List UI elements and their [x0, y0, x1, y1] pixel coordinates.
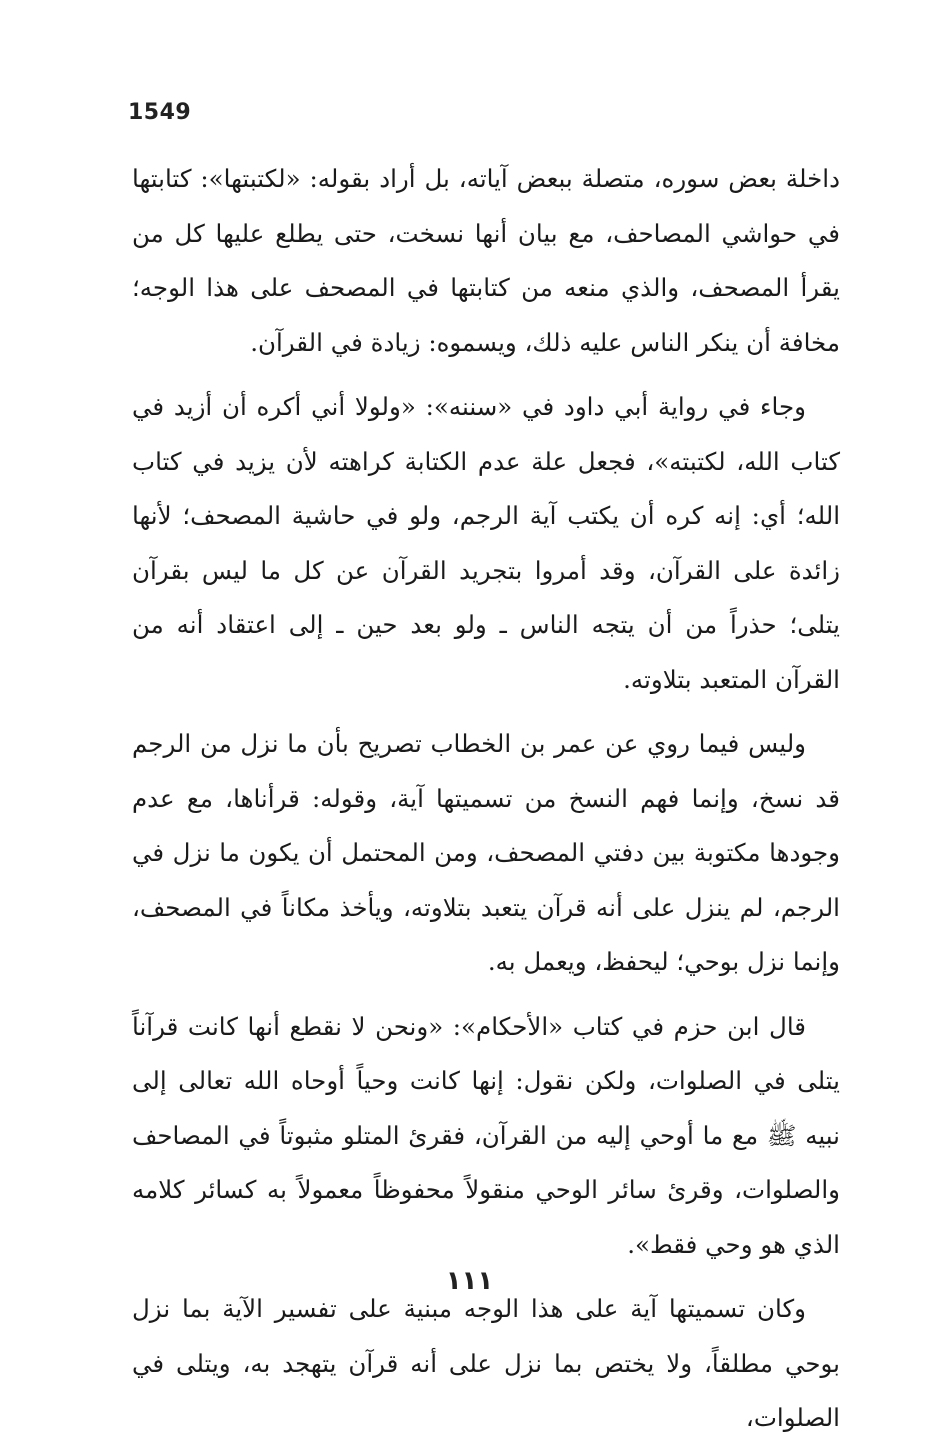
paragraph-1: داخلة بعض سوره، متصلة ببعض آياته، بل أراد بقوله: «لكتبتها»: كتابتها في حواشي المصاحف، مع بيان أنها نسخت، حتى يطلع عليها كل من يقرأ المصحف، والذي منعه من كتابتها في المصحف على هذا الوجه؛ مخافة أن ينكر الناس عليه ذلك، ويسموه: زيادة في القرآن. [132, 164, 840, 357]
top-page-number: 1549 [128, 100, 192, 125]
paragraph-3: وليس فيما روي عن عمر بن الخطاب تصريح بأن ما نزل من الرجم قد نسخ، وإنما فهم النسخ من تسميتها آية، وقوله: قرأناها، مع عدم وجودها مكتوبة بين دفتي المصحف، ومن المحتمل أن يكون ما نزل في الرجم، لم ينزل على أنه قرآن يتعبد بتلاوته، ويأخذ مكاناً في المصحف، وإنما نزل بوحي؛ ليحفظ، ويعمل به. [132, 729, 840, 976]
paragraph-4: قال ابن حزم في كتاب «الأحكام»: «ونحن لا نقطع أنها كانت قرآناً يتلى في الصلوات، ولكن نقول: إنها كانت وحياً أوحاه الله تعالى إلى نبيه ﷺ مع ما أوحي إليه من القرآن، فقرئ المتلو مثبوتاً في المصاحف والصلوات، وقرئ سائر الوحي منقولاً محفوظاً معمولاً به كسائر كلامه الذي هو وحي فقط». [132, 1011, 840, 1259]
body-text [132, 152, 840, 1456]
paragraph-5: وكان تسميتها آية على هذا الوجه مبنية على تفسير الآية بما نزل بوحي مطلقاً، ولا يختص بما نزل على أنه قرآن يتهجد به، ويتلى في الصلوات، [132, 1294, 840, 1432]
paragraph-2: وجاء في رواية أبي داود في «سننه»: «ولولا أني أكره أن أزيد في كتاب الله، لكتبته»، فجعل علة عدم الكتابة كراهته لأن يزيد في كتاب الله؛ أي: إنه كره أن يكتب آية الرجم، ولو في حاشية المصحف؛ لأنها زائدة على القرآن، وقد أمروا بتجريد القرآن عن كل ما ليس بقرآن يتلى؛ حذراً من أن يتجه الناس ـ ولو بعد حين ـ إلى اعتقاد أنه من القرآن المتعبد بتلاوته. [132, 392, 840, 694]
footer-page-number: ١١١ [445, 1266, 494, 1296]
